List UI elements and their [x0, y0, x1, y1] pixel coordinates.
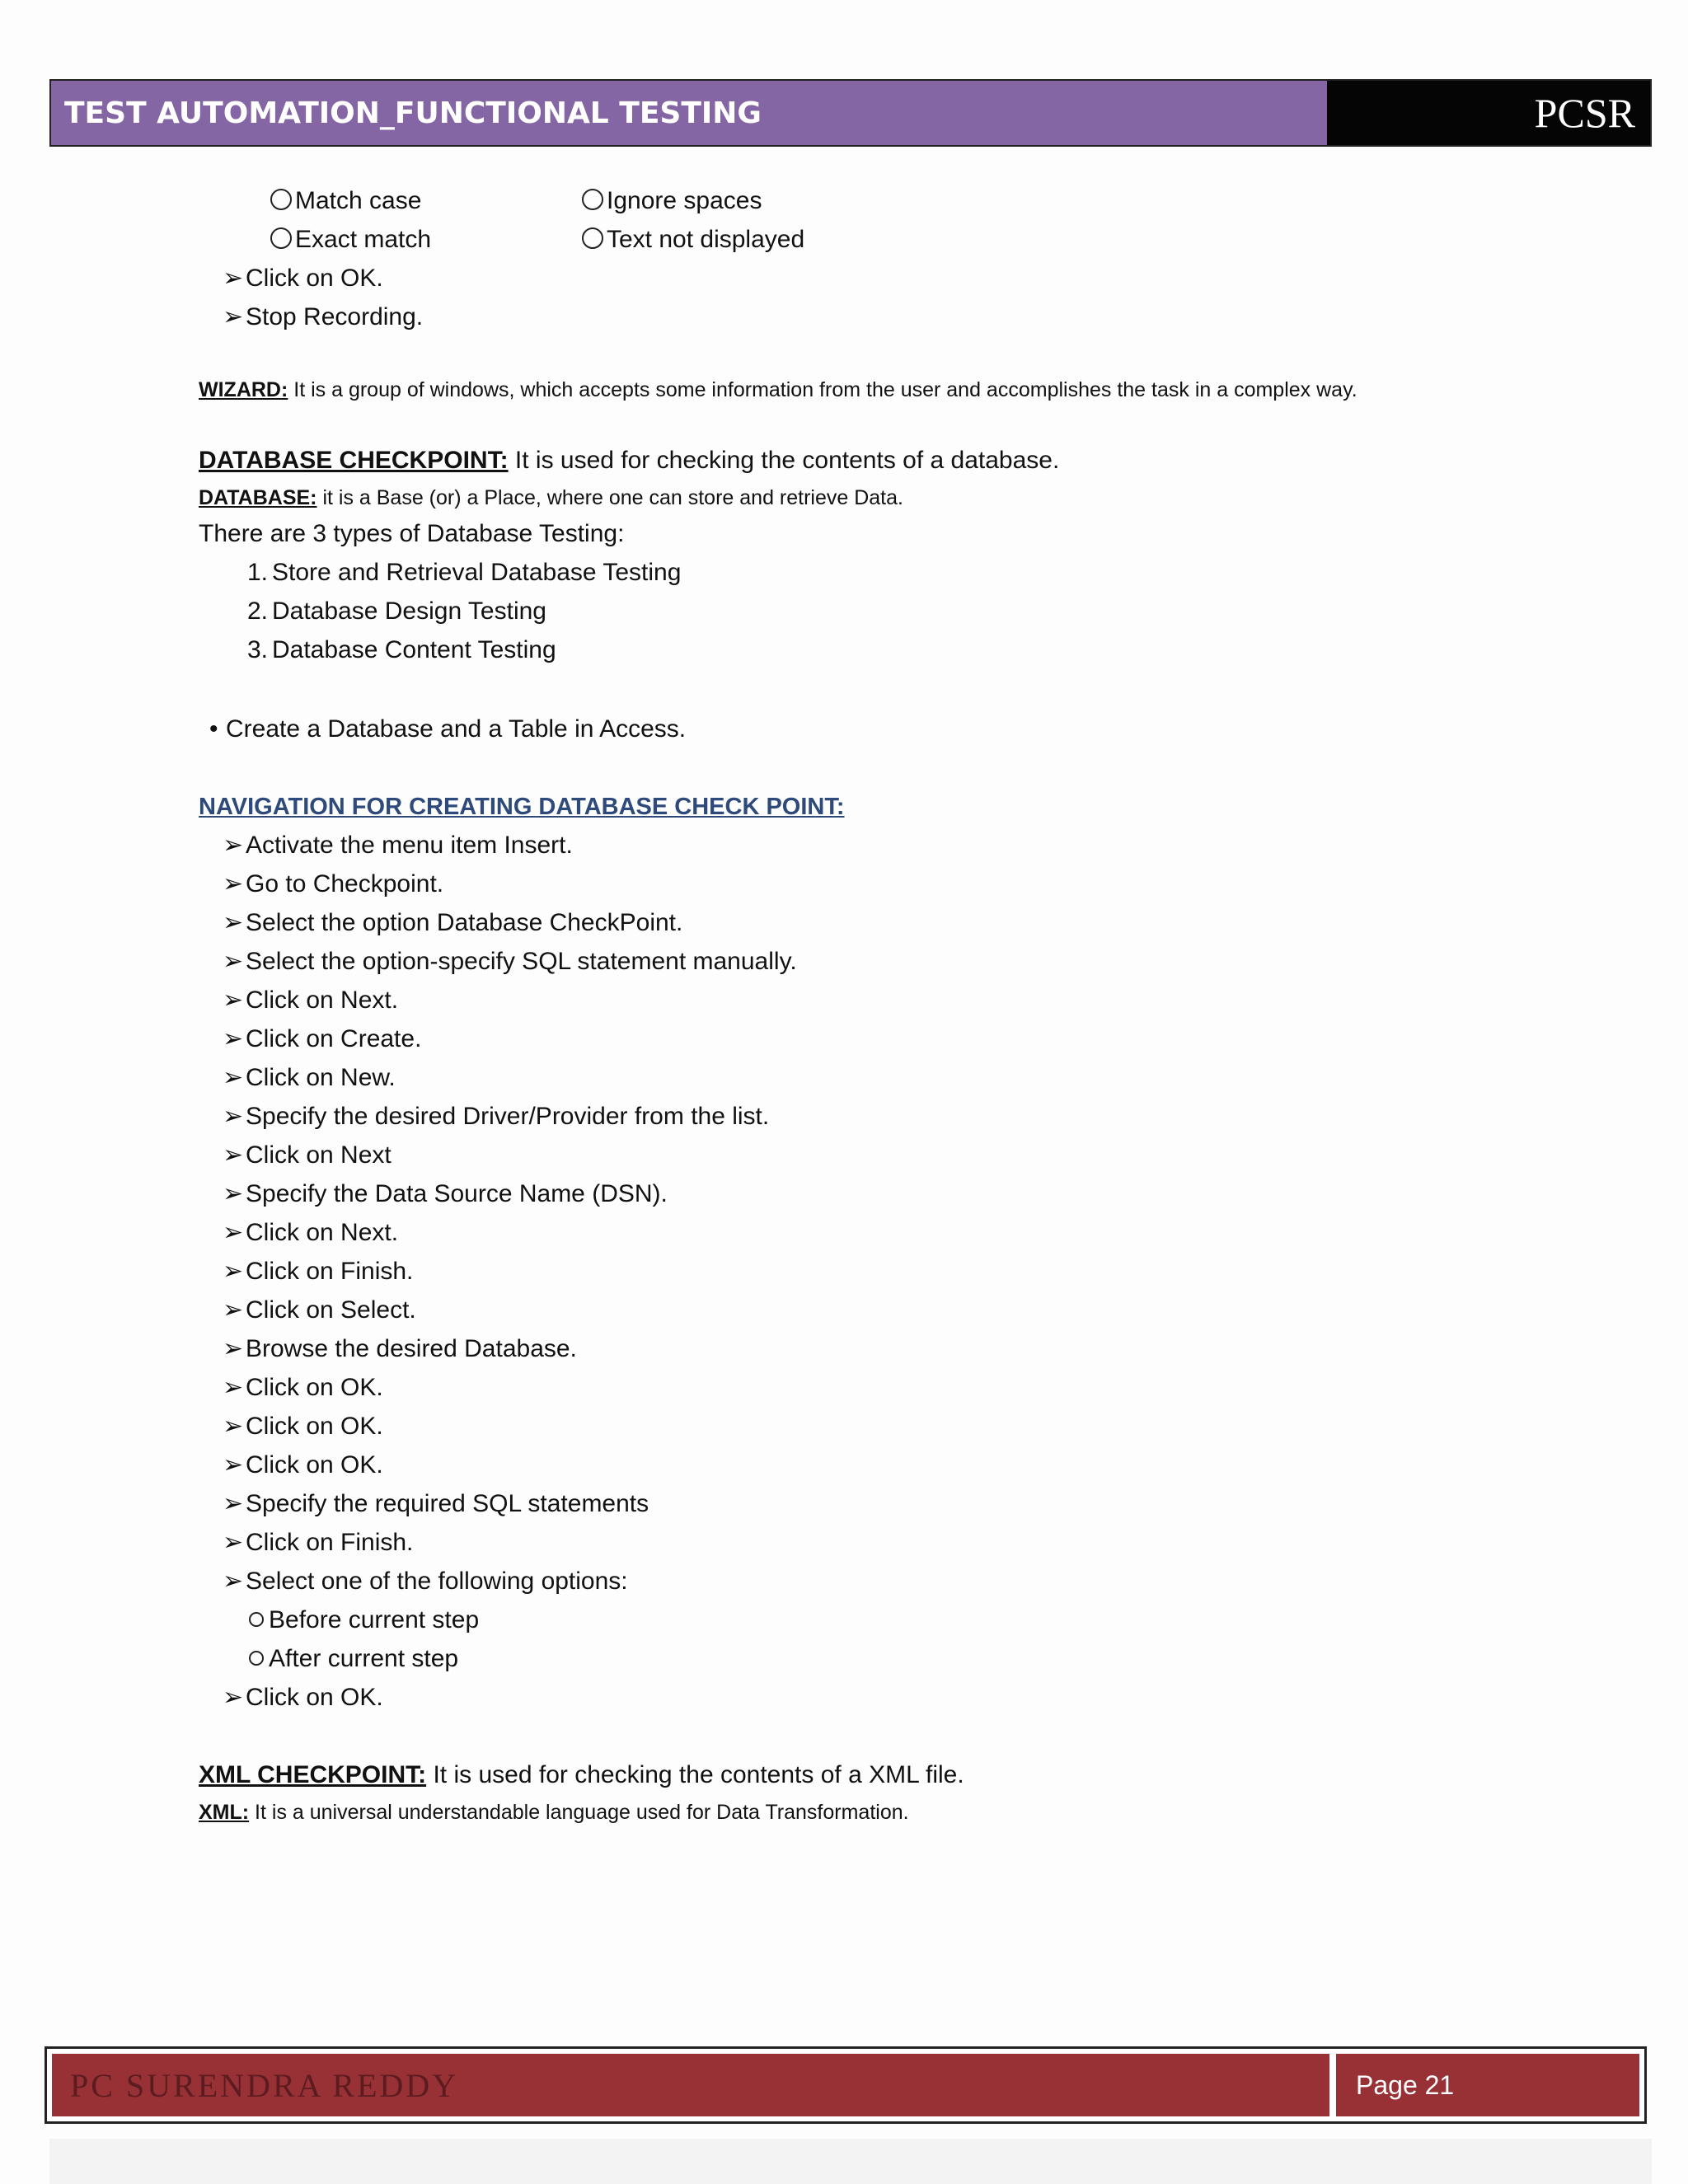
types-intro: There are 3 types of Database Testing:: [199, 520, 625, 547]
arrow-bullet-icon: ➢: [223, 1451, 244, 1479]
list-item: 3. Database Content Testing: [247, 636, 556, 663]
list-item: ➢Specify the required SQL statements: [223, 1488, 649, 1521]
footer-author: PC SURENDRA REDDY: [52, 2054, 1329, 2116]
arrow-bullet-icon: ➢: [223, 870, 244, 898]
list-item: 1. Store and Retrieval Database Testing: [247, 559, 682, 586]
list-item: ➢Stop Recording.: [223, 301, 423, 334]
arrow-bullet-icon: ➢: [223, 265, 244, 292]
page-bottom-strip: [49, 2139, 1652, 2184]
arrow-bullet-icon: ➢: [223, 1684, 244, 1711]
arrow-bullet-icon: ➢: [223, 1490, 244, 1517]
arrow-bullet-icon: ➢: [223, 303, 244, 330]
arrow-bullet-icon: ➢: [223, 948, 244, 975]
radio-circle-icon: [582, 227, 603, 249]
arrow-bullet-icon: ➢: [223, 909, 244, 936]
list-item: ➢Click on OK.: [223, 1410, 383, 1443]
list-item: ➢Click on OK.: [223, 1371, 383, 1404]
list-item: ➢Click on Next: [223, 1139, 392, 1172]
header-title: TEST AUTOMATION_FUNCTIONAL TESTING: [51, 81, 1327, 145]
radio-circle-icon: [270, 189, 292, 210]
list-item: ➢Activate the menu item Insert.: [223, 829, 573, 862]
arrow-bullet-icon: ➢: [223, 1258, 244, 1285]
list-item: ➢Select the option-specify SQL statement manually.: [223, 945, 797, 978]
sub-option: Before current step: [249, 1604, 479, 1637]
list-item: ➢Go to Checkpoint.: [223, 868, 443, 901]
list-item: ➢Click on OK.: [223, 1681, 383, 1714]
dot-bullet-icon: •: [209, 715, 218, 743]
arrow-bullet-icon: ➢: [223, 1141, 244, 1169]
list-item: ➢Browse the desired Database.: [223, 1333, 577, 1366]
arrow-bullet-icon: ➢: [223, 1103, 244, 1130]
radio-circle-icon: [270, 227, 292, 249]
xml-checkpoint-definition: XML CHECKPOINT: It is used for checking the contents of a XML file.: [199, 1761, 964, 1788]
option-text-not-displayed: Text not displayed: [582, 223, 804, 256]
page-number: Page 21: [1336, 2054, 1639, 2116]
sub-option: After current step: [249, 1643, 458, 1675]
bullet-item: • Create a Database and a Table in Access.: [209, 713, 686, 746]
arrow-bullet-icon: ➢: [223, 1529, 244, 1556]
circle-bullet-icon: [249, 1612, 264, 1627]
list-item: ➢Specify the desired Driver/Provider from the list.: [223, 1100, 769, 1133]
list-item: ➢Click on Select.: [223, 1294, 416, 1327]
arrow-bullet-icon: ➢: [223, 1296, 244, 1324]
arrow-bullet-icon: ➢: [223, 987, 244, 1014]
list-item: ➢Click on Finish.: [223, 1255, 413, 1288]
arrow-bullet-icon: ➢: [223, 1413, 244, 1440]
circle-bullet-icon: [249, 1651, 264, 1666]
database-definition: DATABASE: it is a Base (or) a Place, where one can store and retrieve Data.: [199, 486, 903, 509]
header-brand: PCSR: [1327, 81, 1650, 145]
arrow-bullet-icon: ➢: [223, 832, 244, 859]
option-exact-match: Exact match: [270, 223, 431, 256]
list-item: ➢Click on Create.: [223, 1023, 421, 1056]
option-match-case: Match case: [270, 185, 421, 218]
arrow-bullet-icon: ➢: [223, 1025, 244, 1052]
arrow-bullet-icon: ➢: [223, 1374, 244, 1401]
list-item: ➢Select the option Database CheckPoint.: [223, 907, 682, 940]
list-item: ➢Click on Next.: [223, 1216, 398, 1249]
list-item: ➢Click on OK.: [223, 1449, 383, 1482]
arrow-bullet-icon: ➢: [223, 1568, 244, 1595]
arrow-bullet-icon: ➢: [223, 1180, 244, 1207]
arrow-bullet-icon: ➢: [223, 1219, 244, 1246]
page-footer: [45, 2046, 1647, 2124]
list-item: ➢Select one of the following options:: [223, 1565, 628, 1598]
db-checkpoint-definition: DATABASE CHECKPOINT: It is used for checking the contents of a database.: [199, 447, 1060, 474]
list-item: ➢Click on Finish.: [223, 1526, 413, 1559]
xml-definition: XML: It is a universal understandable language used for Data Transformation.: [199, 1801, 909, 1824]
list-item: ➢Specify the Data Source Name (DSN).: [223, 1178, 668, 1211]
arrow-bullet-icon: ➢: [223, 1064, 244, 1091]
list-item: ➢Click on New.: [223, 1062, 396, 1094]
radio-circle-icon: [582, 189, 603, 210]
option-ignore-spaces: Ignore spaces: [582, 185, 762, 218]
navigation-title: NAVIGATION FOR CREATING DATABASE CHECK POINT:: [199, 794, 845, 820]
list-item: ➢Click on OK.: [223, 262, 383, 295]
list-item: ➢Click on Next.: [223, 984, 398, 1017]
page-header: [49, 79, 1652, 147]
arrow-bullet-icon: ➢: [223, 1335, 244, 1362]
wizard-definition: WIZARD: It is a group of windows, which accepts some information from the user and accomplishes the task in a complex way.: [199, 378, 1357, 401]
list-item: 2. Database Design Testing: [247, 598, 546, 625]
